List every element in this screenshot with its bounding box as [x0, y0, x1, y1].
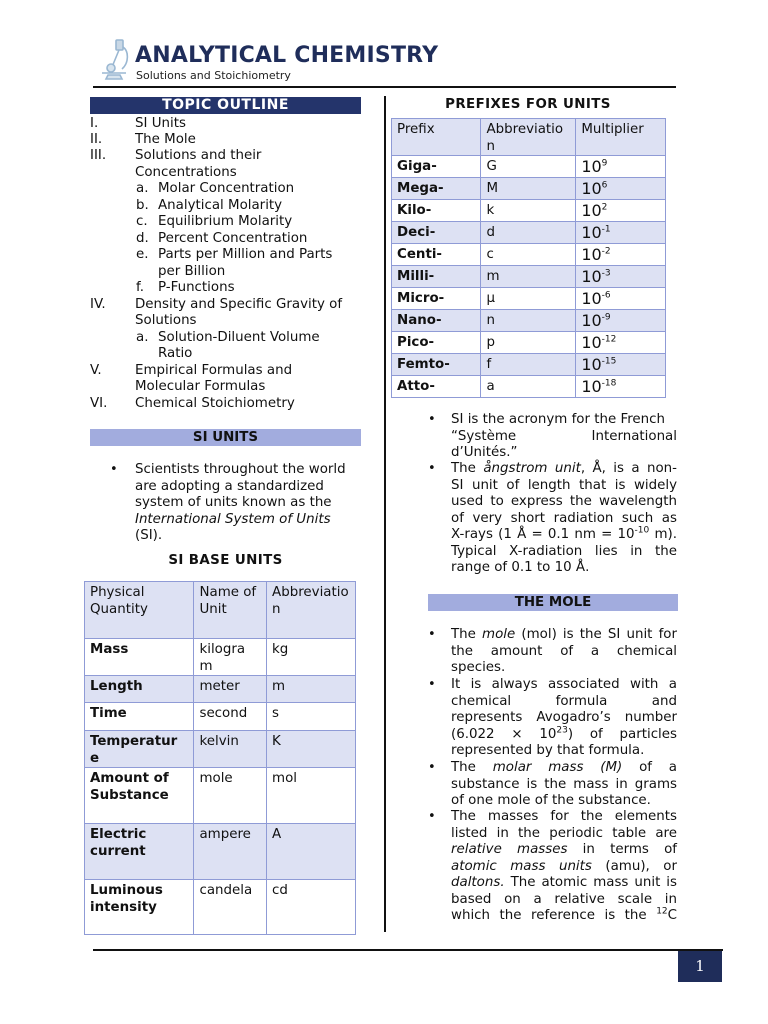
- column-header: Abbreviatio n: [267, 582, 356, 639]
- prefixes-table: [391, 118, 666, 398]
- outline-item-cont: Molecular Formulas: [135, 379, 266, 394]
- outline-num: V.: [90, 363, 102, 378]
- outline-item: Solutions and their: [135, 148, 262, 163]
- footer-rule: [93, 949, 723, 951]
- outline-item: Density and Specific Gravity of: [135, 297, 343, 312]
- table-row: Length meter m: [85, 676, 356, 703]
- outline-subnum: b.: [136, 198, 149, 213]
- column-header: Name of Unit: [194, 582, 267, 639]
- outline-item-cont: Solutions: [135, 313, 197, 328]
- table-row: Mega- M $10^6$: [392, 178, 666, 200]
- column-header: Prefix: [392, 119, 481, 156]
- document-title: ANALYTICAL CHEMISTRY: [135, 43, 439, 68]
- header-rule: [93, 86, 676, 88]
- table-row: Deci- d $10^{-1}$: [392, 222, 666, 244]
- table-row: Nano- n $10^{-9}$: [392, 310, 666, 332]
- outline-item: The Mole: [135, 132, 196, 147]
- outline-num: VI.: [90, 396, 108, 411]
- column-header: Physical Quantity: [85, 582, 194, 639]
- outline-subnum: f.: [136, 280, 144, 295]
- bullet-icon: •: [428, 461, 436, 476]
- outline-subnum: d.: [136, 231, 149, 246]
- table-row: Giga- G $10^9$: [392, 156, 666, 178]
- table-row: Pico- p $10^{-12}$: [392, 332, 666, 354]
- table-header-row: [392, 119, 666, 156]
- outline-subitem: Molar Concentration: [158, 181, 295, 196]
- si-base-units-table: [84, 581, 356, 935]
- table-row: Centi- c $10^{-2}$: [392, 244, 666, 266]
- column-header: Abbreviatio n: [481, 119, 576, 156]
- bullet-icon: •: [428, 677, 436, 692]
- outline-subitem: Equilibrium Molarity: [158, 214, 293, 229]
- angstrom-paragraph: The ångstrom unit, Å, is a non- SI unit of length that is widely used to express the wavelength of very short radiation such as X-rays (1 Å = 0.1 nm = $10^{-10}$ m). Typical X-radiation lies in the range of 0.1 to 10 Å.: [451, 461, 677, 575]
- outline-subitem: Analytical Molarity: [158, 198, 283, 213]
- outline-item: Empirical Formulas and: [135, 363, 293, 378]
- table-row: Milli- m $10^{-3}$: [392, 266, 666, 288]
- table-row: Electric current ampere A: [85, 824, 356, 880]
- bullet-icon: •: [428, 627, 436, 642]
- column-header: Multiplier: [576, 119, 666, 156]
- table-row: Amount of Substance mole mol: [85, 768, 356, 824]
- table-row: Time second s: [85, 703, 356, 731]
- prefixes-title: PREFIXES FOR UNITS: [445, 97, 611, 112]
- outline-subnum: e.: [136, 247, 149, 262]
- outline-num: IV.: [90, 297, 106, 312]
- si-units-heading: SI UNITS: [90, 429, 361, 446]
- outline-subnum: a.: [136, 181, 149, 196]
- outline-subnum: a.: [136, 330, 149, 345]
- topic-outline-heading: TOPIC OUTLINE: [90, 97, 361, 114]
- outline-subitem: P-Functions: [158, 280, 235, 295]
- outline-subitem: Parts per Million and Parts: [158, 247, 333, 262]
- table-row: Femto- f $10^{-15}$: [392, 354, 666, 376]
- molar-mass-paragraph: The molar mass (M) of a substance is the mass in grams of one mole of the substance.: [451, 760, 677, 808]
- si-base-units-title: SI BASE UNITS: [168, 553, 283, 568]
- atomic-mass-paragraph: The masses for the elements listed in the periodic table are relative masses in terms of atomic mass units (amu), or daltons. The atomic mass unit is based on a relative scale in which the reference is the $^{12}$C: [451, 809, 677, 923]
- outline-item: Chemical Stoichiometry: [135, 396, 295, 411]
- bullet-icon: •: [428, 809, 436, 824]
- chemistry-logo-icon: [96, 37, 132, 83]
- table-row: Mass kilogra m kg: [85, 639, 356, 676]
- bullet-icon: •: [428, 412, 436, 427]
- table-header-row: [85, 582, 356, 639]
- si-acronym-paragraph: SI is the acronym for the French “Système International d’Unités.”: [451, 412, 677, 460]
- outline-subitem: Solution-Diluent Volume: [158, 330, 320, 345]
- column-divider: [384, 96, 386, 932]
- bullet-icon: •: [428, 760, 436, 775]
- outline-subitem: Percent Concentration: [158, 231, 308, 246]
- outline-num: II.: [90, 132, 103, 147]
- table-row: Kilo- k $10^2$: [392, 200, 666, 222]
- outline-num: I.: [90, 116, 99, 131]
- outline-num: III.: [90, 148, 107, 163]
- outline-subitem-cont: Ratio: [158, 346, 193, 361]
- mole-definition-paragraph: The mole (mol) is the SI unit for the amount of a chemical species.: [451, 627, 677, 675]
- table-row: Temperatur e kelvin K: [85, 731, 356, 768]
- outline-subnum: c.: [136, 214, 148, 229]
- document-subtitle: Solutions and Stoichiometry: [136, 69, 291, 82]
- the-mole-heading: THE MOLE: [428, 594, 678, 611]
- page-number: 1: [678, 951, 722, 982]
- table-row: Micro- µ $10^{-6}$: [392, 288, 666, 310]
- avogadro-paragraph: It is always associated with a chemical formula and represents Avogadro’s number $(6.022 \times 10^{23})$ of particles represented by that formula.: [451, 677, 677, 758]
- outline-item: SI Units: [135, 116, 186, 131]
- bullet-icon: •: [110, 462, 118, 477]
- outline-subitem-cont: per Billion: [158, 264, 226, 279]
- si-intro-paragraph: Scientists throughout the world are adopting a standardized system of units known as the International System of Units (SI).: [135, 462, 346, 543]
- outline-item-cont: Concentrations: [135, 165, 237, 180]
- table-row: Atto- a $10^{-18}$: [392, 376, 666, 398]
- table-row: Luminous intensity candela cd: [85, 880, 356, 935]
